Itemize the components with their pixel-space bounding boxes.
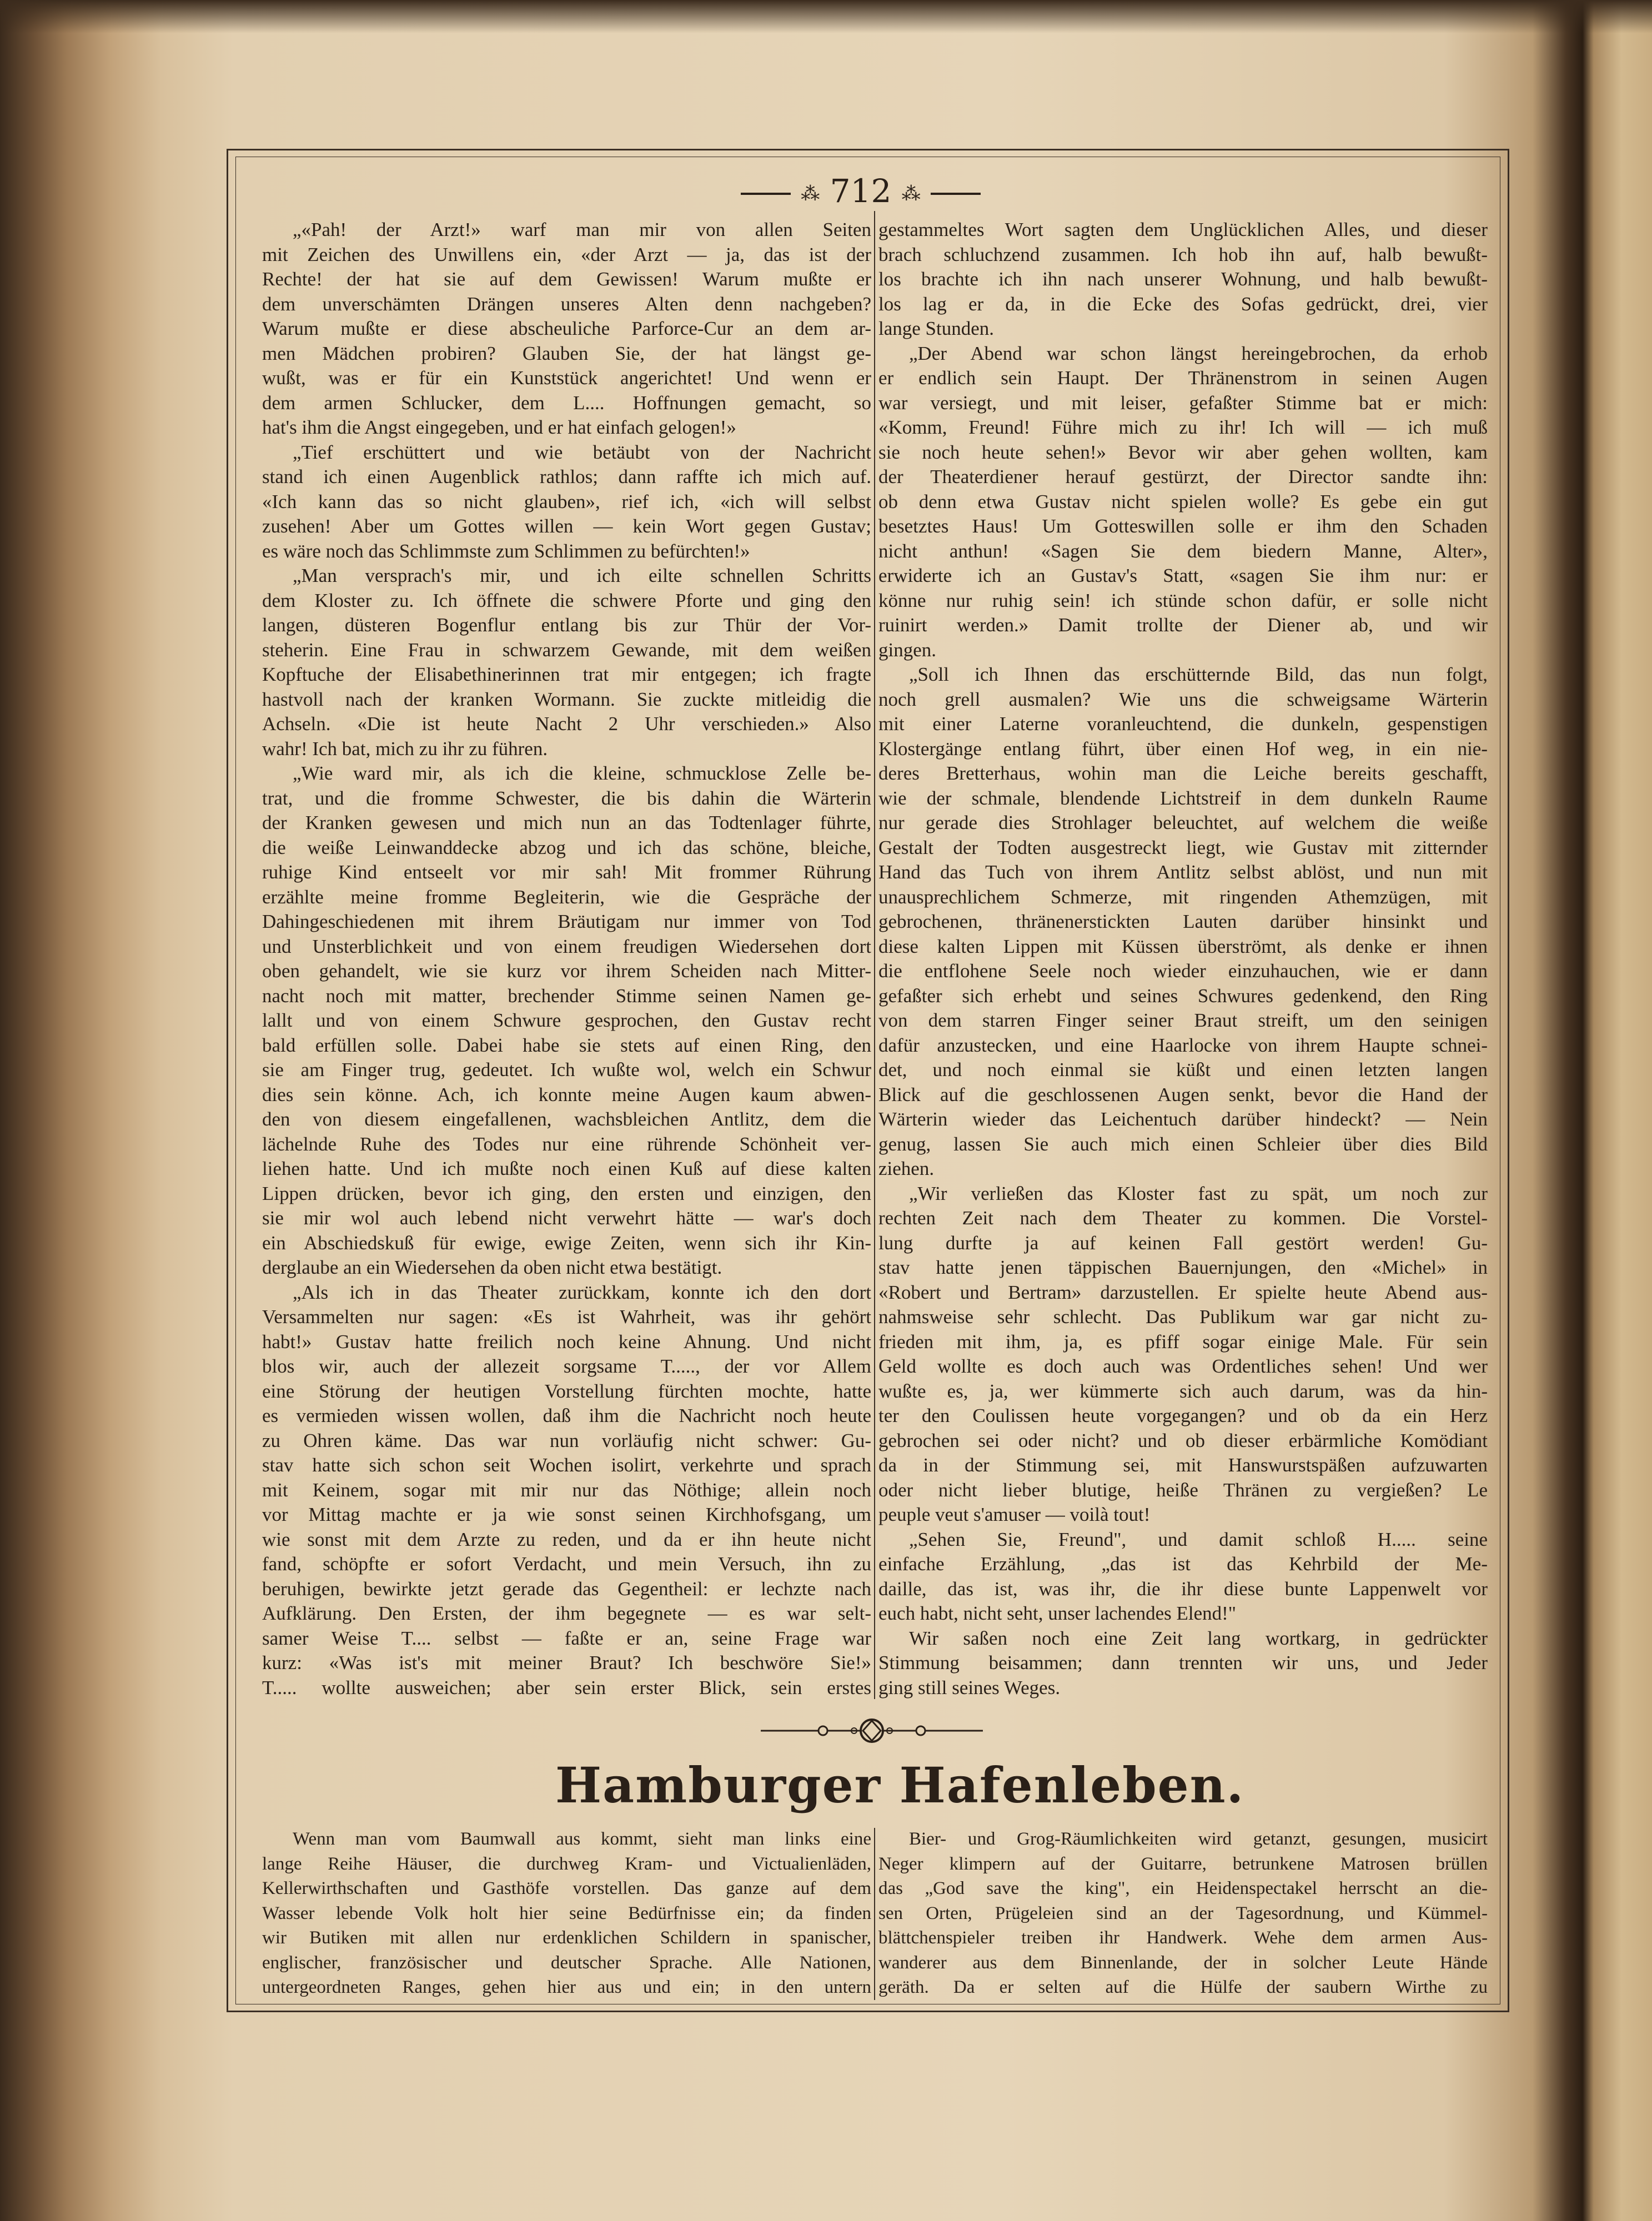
text-line: und Unsterblichkeit und von einem freudigen Wiedersehen dort xyxy=(262,935,871,957)
text-line: gebrochenen, thränenerstickten Lauten darüber hinsinkt und xyxy=(878,911,1488,932)
text-line: ziehen. xyxy=(878,1158,935,1179)
text-line: von dem starren Finger seiner Braut streift, um den seinigen xyxy=(878,1009,1488,1031)
text-line: «Ich kann das so nicht glauben», rief ich, «ich will selbst xyxy=(262,490,871,512)
text-line: dem Kloster zu. Ich öffnete die schwere Pforte und ging den xyxy=(262,589,871,611)
text-line: sie noch heute sehen!» Bevor wir aber gehen wollten, kam xyxy=(878,441,1488,463)
text-line: stav hatte sich schon seit Wochen isolirt, verkehrte und sprach xyxy=(262,1454,871,1476)
book-edge-shadow xyxy=(0,0,1652,33)
text-line: ein Abschiedskuß für ewige, ewige Zeiten, wenn sich ihr Kin- xyxy=(262,1232,871,1254)
text-line: nahmsweise sehr schlecht. Das Publikum war gar nicht zu- xyxy=(878,1306,1488,1328)
page-header xyxy=(722,173,1000,209)
section-divider-ornament-icon xyxy=(761,1713,983,1746)
text-line: „«Pah! der Arzt!» warf man mir von allen Seiten xyxy=(293,219,871,240)
text-line: Aufklärung. Den Ersten, der ihm begegnete — es war selt- xyxy=(262,1602,871,1624)
text-line: Klostergänge entlang führt, über einen Hof weg, in ein nie- xyxy=(878,737,1488,760)
text-line: Rechte! der hat sie auf dem Gewissen! Warum mußte er xyxy=(262,268,871,290)
text-line: „Als ich in das Theater zurückkam, konnte ich den dort xyxy=(293,1281,871,1303)
text-line: sie am Finger trug, gedeutet. Ich wußte wol, welch ein Schwur xyxy=(262,1059,871,1081)
text-line: deres Bretterhaus, wohin man die Leiche bereits geschafft, xyxy=(878,762,1488,784)
text-line: die entflohene Seele noch wieder einzuhauchen, wie er dann xyxy=(878,960,1488,982)
text-line: dies sein könne. Ach, ich konnte meine Augen kaum abwen- xyxy=(262,1083,871,1106)
text-line: los lag er da, in die Ecke des Sofas gedrückt, drei, vier xyxy=(878,293,1488,315)
text-line: bald erfüllen solle. Dabei habe sie stets auf einen Ring, den xyxy=(262,1034,871,1056)
header-ornament-left-icon: ⁂ xyxy=(801,182,820,205)
text-line: wußte es, ja, wer kümmerte sich auch darum, was da hin- xyxy=(878,1380,1488,1402)
text-line: rechten Zeit nach dem Theater zu kommen. Die Vorstel- xyxy=(878,1207,1488,1229)
text-line: derglaube an ein Wiedersehen da oben nicht etwa bestätigt. xyxy=(262,1257,722,1278)
text-line: nicht anthun! «Sagen Sie dem biedern Manne, Alter», xyxy=(878,540,1488,562)
text-line: hat's ihm die Angst eingegeben, und er hat einfach gelogen!» xyxy=(262,416,736,438)
left-column xyxy=(262,218,871,1700)
text-line: Warum mußte er diese abscheuliche Parforce-Cur an dem ar- xyxy=(262,318,871,339)
text-line: det, und noch einmal sie küßt und einen letzten langen xyxy=(878,1059,1488,1081)
text-line: langen, düsteren Bogenflur entlang bis zur Thür der Vor- xyxy=(262,614,871,636)
text-line: dem armen Schlucker, dem L.... Hoffnungen gemacht, so xyxy=(262,391,871,414)
text-line: diese kalten Lippen mit Küssen überströmt, als denke er ihnen xyxy=(878,935,1488,957)
header-ornament-right-icon: ⁂ xyxy=(901,182,921,205)
header-rule-right xyxy=(931,193,981,195)
text-line: beruhigen, bewirkte jetzt gerade das Gegentheil: er lechzte nach xyxy=(262,1577,871,1600)
text-line: T..... wollte ausweichen; aber sein erster Blick, sein erstes xyxy=(262,1676,871,1699)
text-line: Wasser lebende Volk holt hier seine Bedürfnisse ein; da finden xyxy=(262,1903,871,1923)
text-line: das „God save the king", ein Heidenspectakel herrscht an die- xyxy=(878,1878,1488,1898)
text-line: ruinirt werden.» Damit trollte der Diener ab, und wir xyxy=(878,614,1488,636)
text-line: liehen hatte. Und ich mußte noch einen Kuß auf diese kalten xyxy=(262,1158,871,1179)
text-line: «Robert und Bertram» darzustellen. Er spielte heute Abend aus- xyxy=(878,1281,1488,1303)
text-line: besetztes Haus! Um Gotteswillen solle er ihm den Schaden xyxy=(878,515,1488,537)
text-line: Hand das Tuch von ihrem Antlitz selbst ablöst, und nun mit xyxy=(878,861,1488,883)
text-line: „Man versprach's mir, und ich eilte schnellen Schritts xyxy=(293,565,871,586)
article-column-divider xyxy=(874,1828,875,2000)
text-line: da in der Stimmung sei, mit Hanswurstspäßen aufzuwarten xyxy=(878,1454,1488,1476)
text-line: „Wir verließen das Kloster fast zu spät, um noch zur xyxy=(909,1182,1488,1204)
text-line: der Theaterdiener herauf gestürzt, der Director sandte ihn: xyxy=(878,466,1488,488)
text-line: peuple veut s'amuser — voilà tout! xyxy=(878,1504,1151,1525)
text-line: nur gerade dies Strohlager beleuchtet, auf welchem die weiße xyxy=(878,812,1488,833)
text-line: sen Orten, Prügeleien sind an der Tagesordnung, und Kümmel- xyxy=(878,1903,1488,1923)
text-line: stand ich einen Augenblick rathlos; dann raffte ich mich auf. xyxy=(262,466,871,488)
text-line: erzählte meine fromme Begleiterin, wie die Gespräche der xyxy=(262,886,871,908)
text-line: Neger klimpern auf der Guitarre, betrunkene Matrosen brüllen xyxy=(878,1853,1488,1874)
text-line: nacht noch mit matter, brechender Stimme seinen Namen ge- xyxy=(262,984,871,1007)
text-line: eine Störung der heutigen Vorstellung fürchten mochte, hatte xyxy=(262,1380,871,1402)
text-line: zusehen! Aber um Gottes willen — kein Wort gegen Gustav; xyxy=(262,515,871,537)
text-line: brach schluchzend zusammen. Ich hob ihn auf, halb bewußt- xyxy=(878,243,1488,265)
text-line: untergeordneten Ranges, gehen hier aus und ein; in den untern xyxy=(262,1977,871,1997)
text-line: Geld wollte es doch auch was Ordentliches sehen! Und wer xyxy=(878,1355,1488,1377)
text-line: gebrochen sei oder nicht? und ob dieser erbärmliche Komödiant xyxy=(878,1429,1488,1451)
text-line: men Mädchen probiren? Glauben Sie, der hat längst ge- xyxy=(262,342,871,364)
text-line: Gestalt der Todten ausgestreckt liegt, wie Gustav mit zitternder xyxy=(878,836,1488,858)
text-line: noch grell ausmalen? Wie uns die schweigsame Wärterin xyxy=(878,688,1488,710)
text-line: Versammelten nur sagen: «Es ist Wahrheit, was ihr gehört xyxy=(262,1306,871,1328)
text-line: erwiderte ich an Gustav's Statt, «sagen Sie ihm nur: er xyxy=(878,565,1488,586)
text-line: euch habt, nicht seht, unser lachendes Elend!" xyxy=(878,1602,1237,1624)
text-line: Wenn man vom Baumwall aus kommt, sieht man links eine xyxy=(293,1829,871,1849)
text-line: sie mir wol auch lebend nicht verwehrt hätte — war's doch xyxy=(262,1207,871,1229)
text-line: Dahingeschiedenen mit ihrem Bräutigam nur immer von Tod xyxy=(262,911,871,932)
text-line: englischer, französischer und deutscher Sprache. Alle Nationen, xyxy=(262,1952,871,1973)
text-line: oder nicht lieber blutige, heiße Thränen zu vergießen? Le xyxy=(878,1479,1488,1501)
text-line: wir Butiken mit allen nur erdenklichen Schildern in spanischer, xyxy=(262,1928,871,1948)
text-line: könne nur ruhig sein! ich stünde schon dafür, er solle nicht xyxy=(878,589,1488,611)
article-left-column xyxy=(262,1827,871,2000)
article-right-column xyxy=(878,1827,1488,2000)
text-line: steherin. Eine Frau in schwarzem Gewande, mit dem weißen xyxy=(262,639,871,661)
text-line: daille, das ist, was ihr, die ihr diese bunte Lappenwelt vor xyxy=(878,1577,1488,1600)
text-line: Lippen drücken, bevor ich ging, den ersten und einzigen, den xyxy=(262,1182,871,1204)
text-line: stav hatte jenen täppischen Bauernjungen, den «Michel» in xyxy=(878,1257,1488,1278)
text-line: Stimmung beisammen; dann trennten wir uns, und Jeder xyxy=(878,1652,1488,1674)
right-column xyxy=(878,218,1488,1700)
text-line: mit Zeichen des Unwillens ein, «der Arzt — ja, das ist der xyxy=(262,243,871,265)
text-line: kurz: «Was ist's mit meiner Braut? Ich beschwöre Sie!» xyxy=(262,1652,871,1674)
text-line: „Tief erschüttert und wie betäubt von der Nachricht xyxy=(293,441,871,463)
text-line: los brachte ich ihn nach unserer Wohnung, und halb bewußt- xyxy=(878,268,1488,290)
text-line: dafür anzustecken, und eine Haarlocke von ihrem Haupte schnei- xyxy=(878,1034,1488,1056)
text-line: lange Reihe Häuser, die durchweg Kram- und Victualienläden, xyxy=(262,1853,871,1874)
text-line: Wir saßen noch eine Zeit lang wortkarg, in gedrückter xyxy=(909,1627,1488,1649)
text-line: Kopftuche der Elisabethinerinnen trat mir entgegen; ich fragte xyxy=(262,664,871,685)
text-line: wie sonst mit dem Arzte zu reden, und da er ihn heute nicht xyxy=(262,1528,871,1550)
text-line: geräth. Da er selten auf die Hülfe der saubern Wirthe zu xyxy=(878,1977,1488,1997)
text-line: Blick auf die geschlossenen Augen senkt, bevor die Hand der xyxy=(878,1083,1488,1106)
text-line: lange Stunden. xyxy=(878,318,995,339)
text-line: es vermieden wissen wollen, daß ihm die Nachricht noch heute xyxy=(262,1405,871,1426)
text-line: frieden mit ihm, ja, es pfiff sogar einige Male. Für sein xyxy=(878,1330,1488,1353)
text-line: samer Weise T.... selbst — faßte er an, seine Frage war xyxy=(262,1627,871,1649)
text-line: gingen. xyxy=(878,639,937,661)
text-line: trat, und die fromme Schwester, die bis dahin die Wärterin xyxy=(262,787,871,809)
text-line: lung durfte ja auf keinen Fall gestört werden! Gu- xyxy=(878,1232,1488,1254)
column-divider xyxy=(874,211,875,1699)
text-line: „Wie ward mir, als ich die kleine, schmucklose Zelle be- xyxy=(293,762,871,784)
page-number: 712 xyxy=(830,173,892,209)
text-line: „Soll ich Ihnen das erschütternde Bild, das nun folgt, xyxy=(909,664,1488,685)
text-line: „Sehen Sie, Freund", und damit schloß H..... seine xyxy=(909,1528,1488,1550)
text-line: vor Mittag machte er ja wie sonst seinen Kirchhofsgang, um xyxy=(262,1504,871,1525)
text-line: wie der schmale, blendende Lichtstreif in dem dunkeln Raume xyxy=(878,787,1488,809)
text-line: gestammeltes Wort sagten dem Unglücklichen Alles, und dieser xyxy=(878,219,1488,240)
text-line: ob denn etwa Gustav nicht spielen wolle? Es gebe ein gut xyxy=(878,490,1488,512)
text-line: es wäre noch das Schlimmste zum Schlimmen zu befürchten!» xyxy=(262,540,750,562)
text-line: fand, schöpfte er sofort Verdacht, und mein Versuch, ihn zu xyxy=(262,1553,871,1575)
text-line: hastvoll nach der kranken Wormann. Sie zuckte mitleidig die xyxy=(262,688,871,710)
text-line: blos wir, auch der allezeit sorgsame T....., der vor Allem xyxy=(262,1355,871,1377)
text-line: die weiße Leinwanddecke abzog und ich das schöne, bleiche, xyxy=(262,836,871,858)
text-line: wanderer aus dem Binnenlande, der in solcher Leute Hände xyxy=(878,1952,1488,1973)
text-line: Kellerwirthschaften und Gasthöfe vorstellen. Das ganze auf dem xyxy=(262,1878,871,1898)
header-rule-left xyxy=(741,193,791,195)
text-line: „Der Abend war schon längst hereingebrochen, da erhob xyxy=(909,342,1488,364)
text-line: habt!» Gustav hatte freilich noch keine Ahnung. Und nicht xyxy=(262,1330,871,1353)
text-line: zu Ohren käme. Das war nun vorläufig nicht schwer: Gu- xyxy=(262,1429,871,1451)
text-line: Bier- und Grog-Räumlichkeiten wird getanzt, gesungen, musicirt xyxy=(909,1829,1488,1849)
text-line: Wärterin wieder das Leichentuch darüber hindeckt? — Nein xyxy=(878,1108,1488,1130)
text-line: wußt, was er für ein Kunststück angerichtet! Und wenn er xyxy=(262,367,871,389)
text-line: mit einer Laterne voranleuchtend, die dunkeln, gespenstigen xyxy=(878,713,1488,735)
text-line: er endlich sein Haupt. Der Thränenstrom in seinen Augen xyxy=(878,367,1488,389)
article-title: Hamburger Hafenleben. xyxy=(555,1756,1245,1814)
text-line: einfache Erzählung, „das ist das Kehrbild der Me- xyxy=(878,1553,1488,1575)
text-line: dem unverschämten Drängen unseres Alten denn nachgeben? xyxy=(262,293,871,315)
text-line: den von diesem eingefallenen, wachsbleichen Antlitz, dem die xyxy=(262,1108,871,1130)
text-line: ruhige Kind entseelt vor mir sah! Mit frommer Rührung xyxy=(262,861,871,883)
text-line: gefaßter sich erhebt und seines Schwures gedenkend, den Ring xyxy=(878,984,1488,1007)
text-line: war versiegt, und mit leiser, gefaßter Stimme bat er mich: xyxy=(878,391,1488,414)
text-line: ter den Coulissen heute vorgegangen? und ob da ein Herz xyxy=(878,1405,1488,1426)
text-line: mit Keinem, sogar mit mir nur das Nöthige; allein noch xyxy=(262,1479,871,1501)
text-line: der Kranken gewesen und mich nun an das Todtenlager führte, xyxy=(262,812,871,833)
text-line: blättchenspieler treiben ihr Handwerk. Wehe dem armen Aus- xyxy=(878,1928,1488,1948)
text-line: ging still seines Weges. xyxy=(878,1676,1061,1699)
text-line: oben gehandelt, wie sie kurz vor ihrem Scheiden nach Mitter- xyxy=(262,960,871,982)
text-line: wahr! Ich bat, mich zu ihr zu führen. xyxy=(262,737,548,760)
text-line: lallt und von einem Schwure gesprochen, den Gustav recht xyxy=(262,1009,871,1031)
text-line: unausprechlichem Schmerze, mit ringenden Athemzügen, mit xyxy=(878,886,1488,908)
text-line: lächelnde Ruhe des Todes nur eine rührende Schönheit ver- xyxy=(262,1133,871,1155)
text-line: Achseln. «Die ist heute Nacht 2 Uhr verschieden.» Also xyxy=(262,713,871,735)
text-line: «Komm, Freund! Führe mich zu ihr! Ich will — ich muß xyxy=(878,416,1488,438)
text-line: genug, lassen Sie auch mich einen Schleier über dies Bild xyxy=(878,1133,1488,1155)
